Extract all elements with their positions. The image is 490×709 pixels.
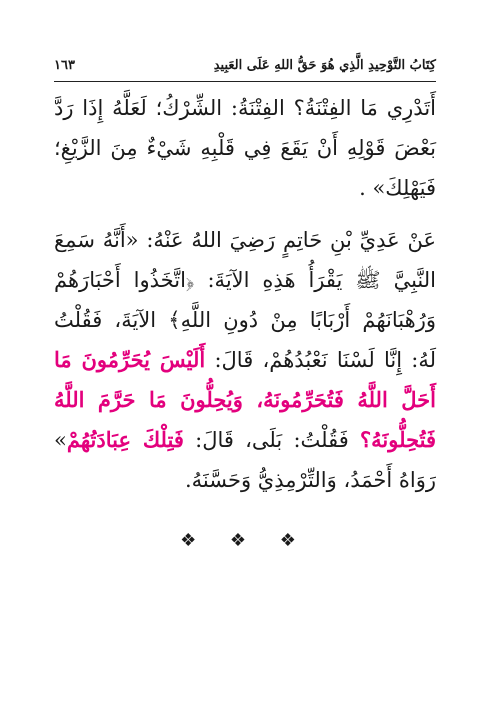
text-line: [54, 340, 436, 380]
paragraph-1: [54, 88, 436, 208]
page-number: ١٦٣: [54, 57, 75, 73]
paragraph-2: [54, 220, 436, 500]
text-line: النَّبِيَّ ﷺ يَقْرَأُ هَذِهِ الآيَةَ: ﴿اتَّخَذُوا أَحْبَارَهُمْ: [54, 268, 436, 292]
highlighted-hadith-text: أَلَيْسَ يُحَرِّمُونَ مَا: [54, 347, 206, 372]
text-line: رَوَاهُ أَحْمَدُ، وَالتِّرْمِذِيُّ وَحَسَّنَهُ.: [184, 468, 436, 492]
highlighted-hadith-text: فَتِلْكَ عِبَادَتُهُمْ: [66, 427, 184, 452]
text-line: وَرُهْبَانَهُمْ أَرْبَابًا مِنْ دُونِ اللَّهِ﴾ الآيَةَ، فَقُلْتُ: [54, 308, 436, 332]
text-line: فَيَهْلِكَ» .: [359, 176, 436, 200]
plain-text: لَهُ: إِنَّا لَسْنَا نَعْبُدُهُمْ، قَالَ:: [214, 348, 436, 372]
closing-quote: »: [54, 428, 67, 452]
page-header: [54, 52, 436, 78]
header-rule: [54, 81, 436, 82]
text-line: بَعْضَ قَوْلِهِ أَنْ يَقَعَ فِي قَلْبِهِ شَيْءٌ مِنَ الزَّيْغِ؛: [54, 136, 436, 160]
highlighted-hadith-text: أَحَلَّ اللَّهُ فَتُحَرِّمُونَهُ، وَيُحِلُّونَ مَا حَرَّمَ اللَّهُ: [54, 387, 436, 412]
text-line: أَتَدْرِي مَا الفِتْنَةُ؟ الفِتْنَةُ: الشِّرْكُ؛ لَعَلَّهُ إِذَا رَدَّ: [54, 96, 436, 120]
plain-text: فَقُلْتُ: بَلَى، قَالَ:: [195, 428, 349, 452]
text-line: عَنْ عَدِيِّ بْنِ حَاتِمٍ رَضِيَ اللهُ عَنْهُ: «أَنَّهُ سَمِعَ: [54, 228, 436, 252]
page-body: [54, 88, 436, 500]
book-title: كِتَابُ التَّوْحِيدِ الَّذِي هُوَ حَقُّ اللهِ عَلَى العَبِيدِ: [213, 57, 436, 73]
highlighted-hadith-text: فَتُحِلُّونَهُ؟: [360, 427, 436, 452]
section-separator: ❖ ❖ ❖: [180, 530, 310, 551]
text-line: [54, 420, 436, 460]
